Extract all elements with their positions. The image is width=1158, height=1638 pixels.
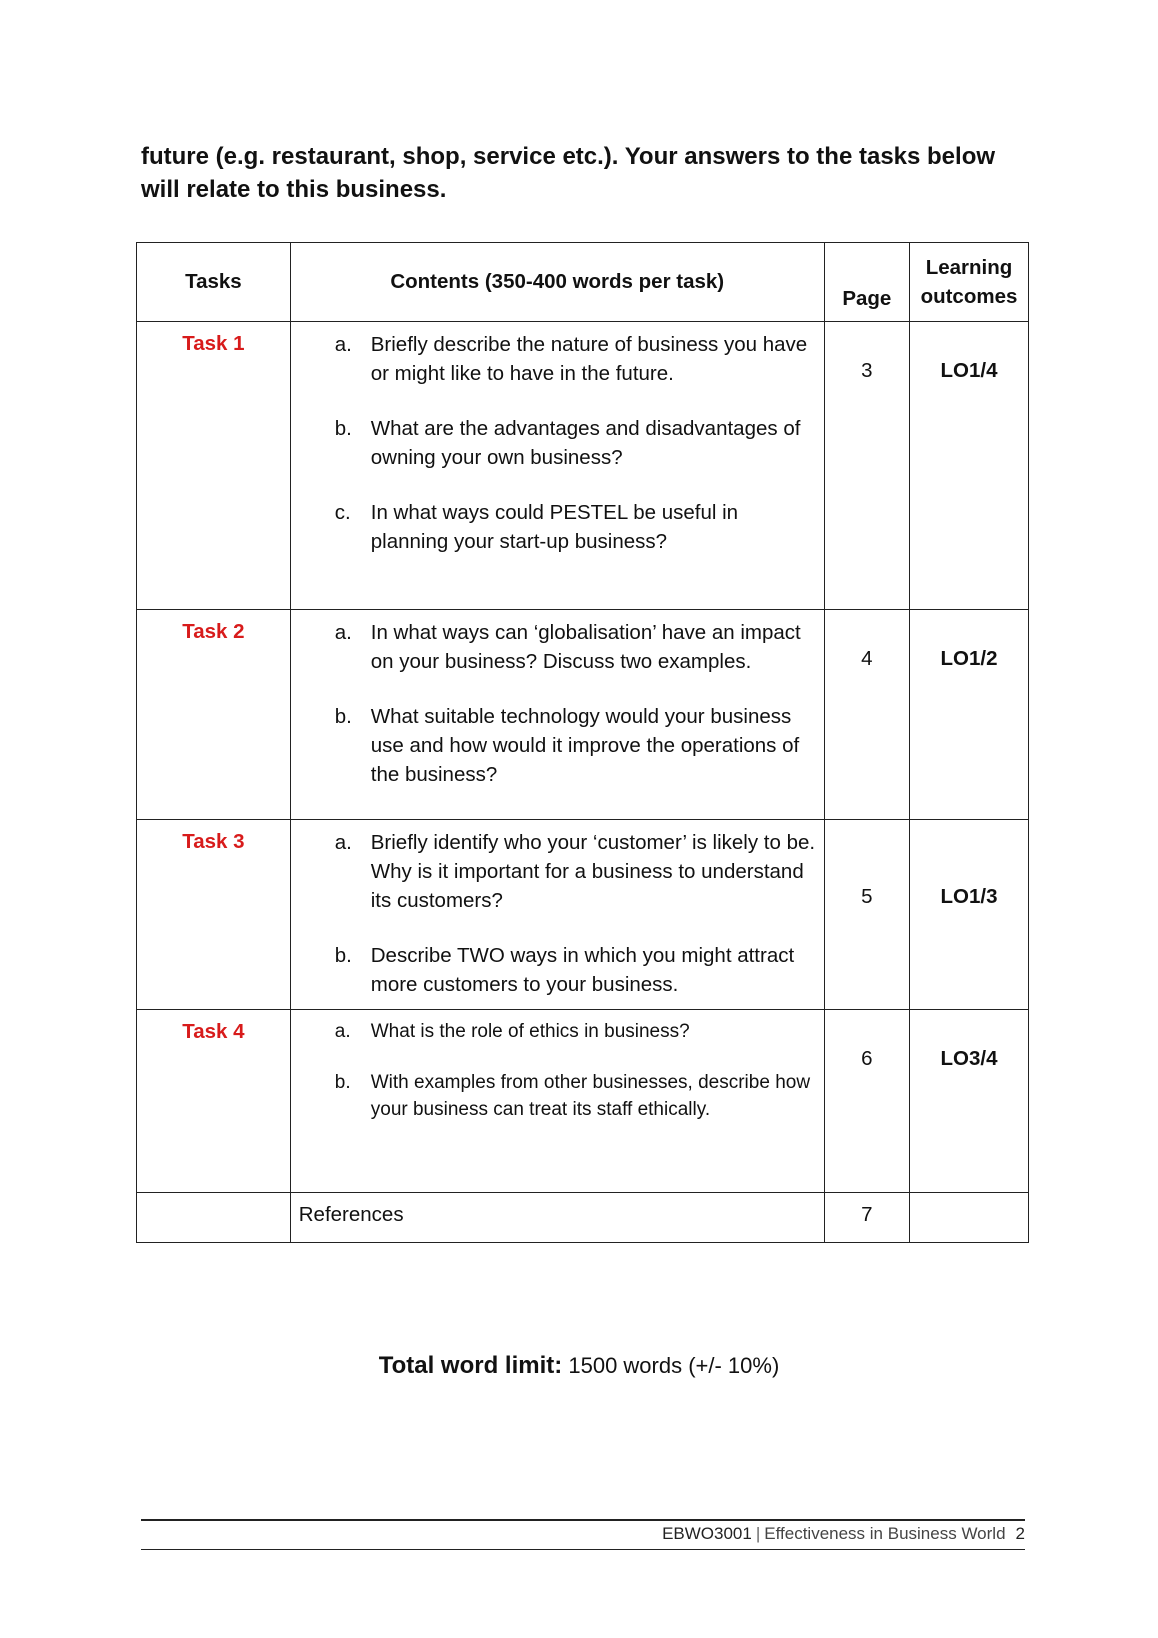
task-4-lo: LO3/4 [909,1010,1028,1193]
header-contents: Contents (350-400 words per task) [290,243,824,322]
item-marker: a. [334,333,352,356]
table-row [137,820,1029,1010]
task-2-label: Task 2 [137,610,291,820]
total-word-limit-value: 1500 words (+/- 10%) [568,1353,780,1378]
task-3-contents [290,820,824,1010]
page-footer [141,1524,1025,1544]
item-text: In what ways could PESTEL be useful in planning your start-up business? [370,501,739,553]
intro-line-1: future (e.g. restaurant, shop, service etc.). Your answers to the tasks below [141,143,996,170]
list-item [335,941,818,999]
references-task-cell [137,1193,291,1243]
task-4-page: 6 [824,1010,909,1193]
list-item [335,414,818,472]
table-row [137,322,1029,610]
task-4-contents [290,1010,824,1193]
task-3-lo: LO1/3 [909,820,1028,1010]
item-marker: a. [334,831,352,854]
item-marker: a. [334,1021,351,1042]
list-item [335,498,818,556]
total-word-limit-label: Total word limit: [378,1352,563,1379]
task-1-contents [290,322,824,610]
item-text: With examples from other businesses, describe how your business can treat its staff ethically. [370,1072,811,1120]
task-1-lo: LO1/4 [909,322,1028,610]
item-text: What is the role of ethics in business? [370,1021,690,1042]
header-lo-line-1: Learning [925,256,1013,279]
item-text: In what ways can ‘globalisation’ have an impact on your business? Discuss two examples. [370,621,801,673]
header-page: Page [824,243,909,322]
footer-separator: | [755,1524,761,1543]
list-item [335,828,818,915]
item-text: What are the advantages and disadvantages of owning your own business? [370,417,801,469]
item-marker: c. [334,501,351,524]
task-2-contents [290,610,824,820]
intro-text [141,140,1041,206]
tasks-table [136,242,1029,1243]
total-word-limit [0,1352,1158,1380]
references-label: References [290,1193,824,1243]
intro-line-2: will relate to this business. [141,176,447,203]
references-page: 7 [824,1193,909,1243]
table-row [137,610,1029,820]
header-learning-outcomes [909,243,1028,322]
table-row [137,1010,1029,1193]
item-marker: b. [334,1072,351,1093]
header-lo-line-2: outcomes [920,285,1018,308]
references-lo-cell [909,1193,1028,1243]
list-item [335,1069,818,1123]
item-marker: a. [334,621,352,644]
item-marker: b. [334,417,352,440]
list-item [335,702,818,789]
task-2-lo: LO1/2 [909,610,1028,820]
footer-course-title: Effectiveness in Business World [764,1524,1006,1543]
task-1-label: Task 1 [137,322,291,610]
task-3-page: 5 [824,820,909,1010]
item-text: Briefly describe the nature of business you have or might like to have in the future. [370,333,808,385]
task-3-label: Task 3 [137,820,291,1010]
footer-page-number: 2 [1015,1524,1025,1543]
item-text: Describe TWO ways in which you might attract more customers to your business. [370,944,795,996]
footer-course-code: EBWO3001 [662,1524,752,1543]
item-marker: b. [334,705,352,728]
list-item [335,618,818,676]
item-text: Briefly identify who your ‘customer’ is likely to be. Why is it important for a business to understand its customers? [370,831,816,912]
list-item [335,330,818,388]
table-row [137,1193,1029,1243]
task-2-page: 4 [824,610,909,820]
task-1-page: 3 [824,322,909,610]
list-item [335,1018,818,1045]
table-header-row [137,243,1029,322]
item-text: What suitable technology would your business use and how would it improve the operations of the business? [370,705,800,786]
item-marker: b. [334,944,352,967]
footer-bottom-rule [141,1549,1025,1550]
footer-top-rule [141,1519,1025,1521]
task-4-label: Task 4 [137,1010,291,1193]
header-tasks: Tasks [137,243,291,322]
